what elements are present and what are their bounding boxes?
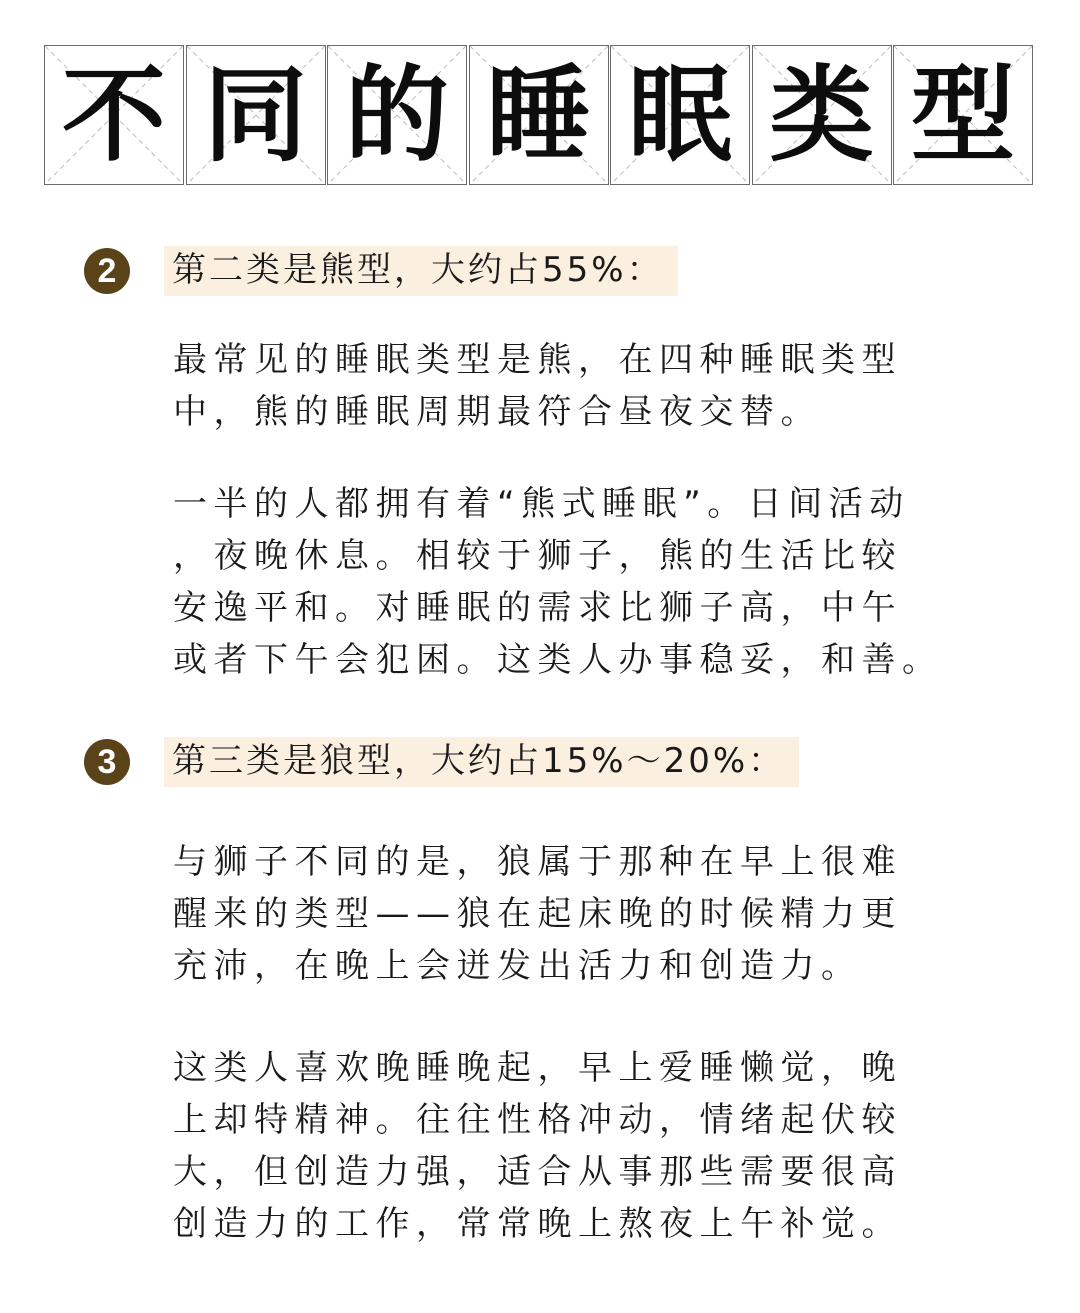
paragraph bbox=[173, 478, 993, 686]
title-grid bbox=[44, 45, 1033, 185]
title-cell bbox=[752, 45, 892, 185]
paragraph-line: 与狮子不同的是，狼属于那种在早上很难 bbox=[173, 842, 902, 882]
title-cell bbox=[610, 45, 750, 185]
number-badge: 2 bbox=[84, 248, 130, 294]
paragraph-line: 醒来的类型——狼在起床晚的时候精力更 bbox=[173, 894, 902, 934]
title-char: 不 bbox=[61, 54, 166, 176]
paragraph-line: 这类人喜欢晚睡晚起，早上爱睡懒觉，晚 bbox=[173, 1048, 902, 1088]
section-heading-wolf bbox=[84, 737, 799, 787]
section-heading-label: 第二类是熊型，大约占55%： bbox=[164, 246, 678, 296]
paragraph-line: 安逸平和。对睡眠的需求比狮子高，中午 bbox=[173, 588, 902, 628]
paragraph-line: 创造力的工作，常常晚上熬夜上午补觉。 bbox=[173, 1204, 902, 1244]
paragraph-line: 中，熊的睡眠周期最符合昼夜交替。 bbox=[173, 392, 821, 432]
section-heading-bear bbox=[84, 246, 678, 296]
paragraph bbox=[173, 334, 993, 438]
title-char: 眠 bbox=[627, 54, 732, 176]
title-cell bbox=[44, 45, 184, 185]
title-char: 睡 bbox=[486, 54, 591, 176]
title-cell bbox=[469, 45, 609, 185]
number-badge: 3 bbox=[84, 739, 130, 785]
paragraph-line: 一半的人都拥有着“熊式睡眠”。日间活动 bbox=[173, 484, 910, 524]
paragraph-line: 上却特精神。往往性格冲动，情绪起伏较 bbox=[173, 1100, 902, 1140]
paragraph-line: 充沛，在晚上会迸发出活力和创造力。 bbox=[173, 946, 862, 986]
title-cell bbox=[327, 45, 467, 185]
paragraph bbox=[173, 836, 993, 992]
paragraph-line: ，夜晚休息。相较于狮子，熊的生活比较 bbox=[173, 536, 902, 576]
title-char: 类 bbox=[769, 54, 874, 176]
title-cell bbox=[186, 45, 326, 185]
title-cell bbox=[893, 45, 1033, 185]
title-char: 型 bbox=[910, 54, 1015, 176]
section-heading-label: 第三类是狼型，大约占15%～20%： bbox=[164, 737, 799, 787]
paragraph-line: 大，但创造力强，适合从事那些需要很高 bbox=[173, 1152, 902, 1192]
title-char: 同 bbox=[203, 54, 308, 176]
paragraph-line: 最常见的睡眠类型是熊，在四种睡眠类型 bbox=[173, 340, 902, 380]
paragraph-line: 或者下午会犯困。这类人办事稳妥，和善。 bbox=[173, 640, 943, 680]
paragraph bbox=[173, 1042, 993, 1250]
title-char: 的 bbox=[344, 54, 449, 176]
